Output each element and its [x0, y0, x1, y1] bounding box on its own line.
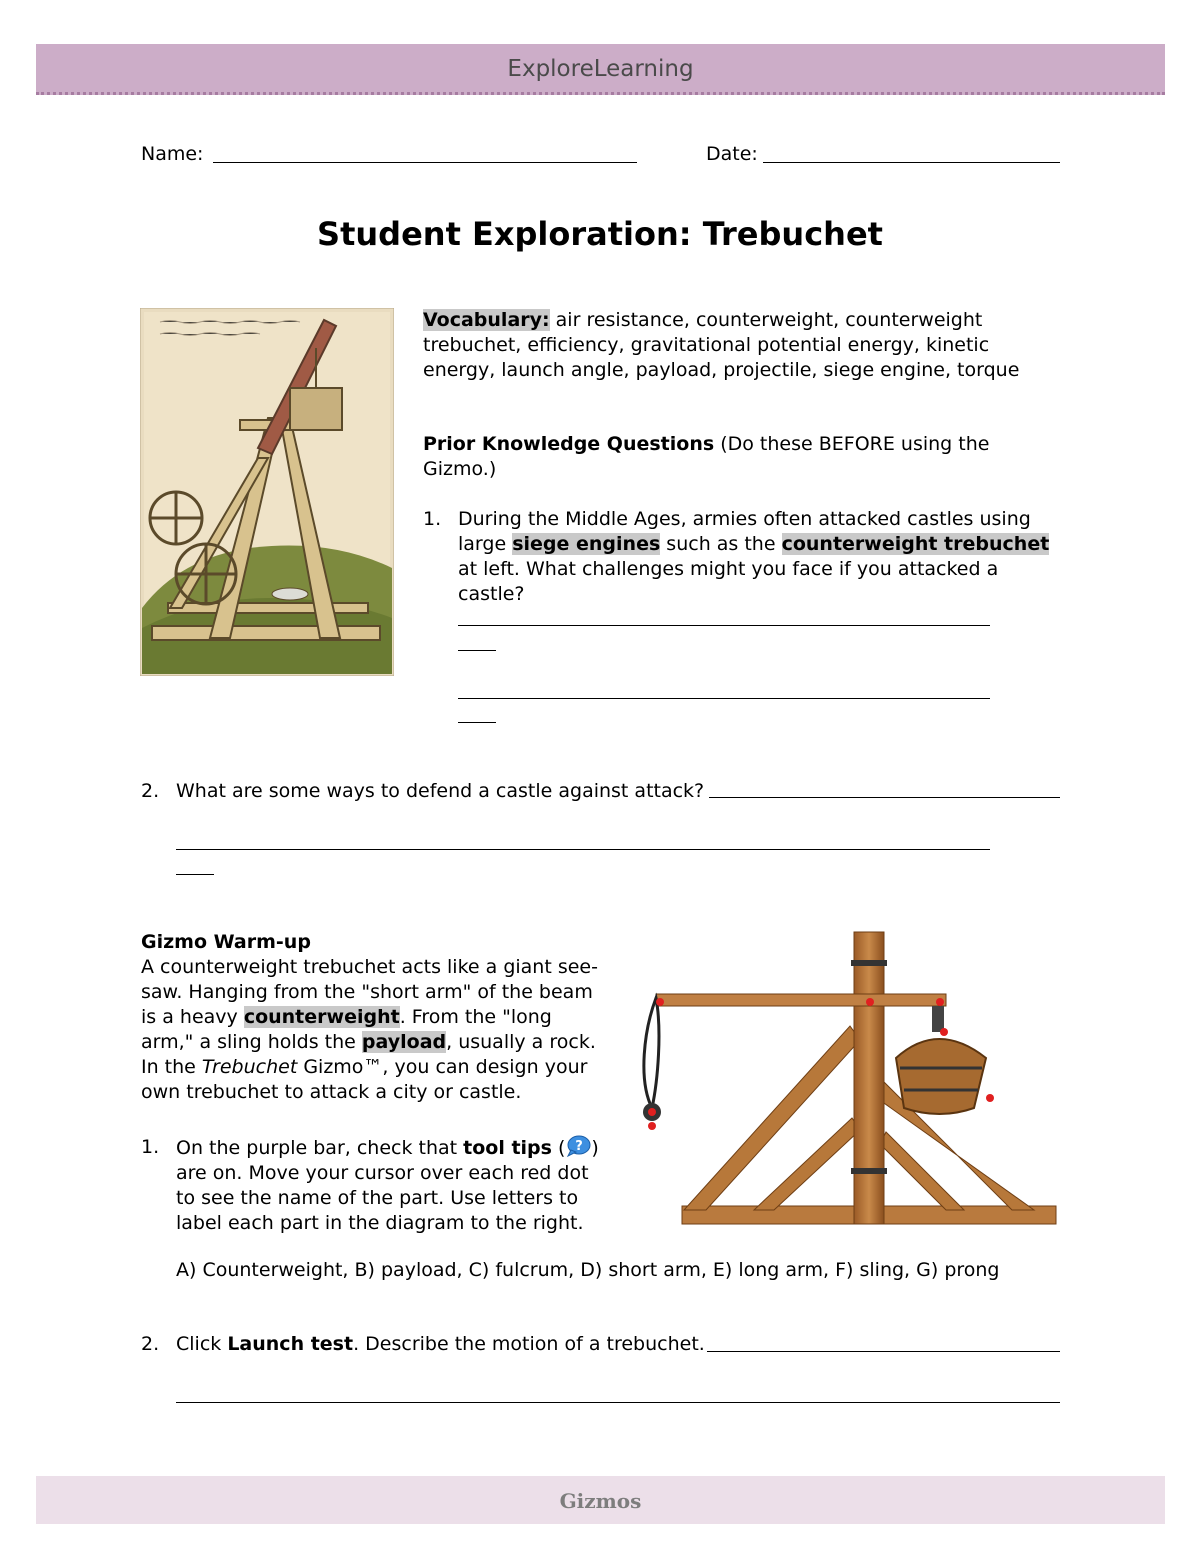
launch-test-label: Launch test [227, 1333, 354, 1355]
trebuchet-diagram [634, 930, 1058, 1226]
answer-line[interactable] [458, 625, 990, 626]
prior-knowledge-heading-block [423, 432, 1023, 482]
question-text: On the purple bar, check that [176, 1137, 464, 1159]
page-title: Student Exploration: Trebuchet [317, 215, 883, 253]
answer-line[interactable] [176, 1402, 1060, 1403]
svg-text:?: ? [575, 1139, 584, 1154]
header-bar [36, 44, 1165, 95]
footer-bar [36, 1476, 1165, 1524]
question-number: 1. [423, 508, 442, 530]
question-number: 2. [141, 780, 160, 802]
highlight-payload: payload [361, 1031, 447, 1053]
prior-knowledge-note: (Do these BEFORE using the Gizmo.) [423, 433, 990, 480]
vocabulary-block [423, 308, 1063, 383]
highlight-counterweight-trebuchet: counterweight trebuchet [781, 533, 1050, 555]
prior-knowledge-heading: Prior Knowledge Questions [423, 433, 715, 455]
answer-line[interactable] [176, 874, 214, 875]
question-text: ) are on. Move your cursor over each red dot to see the name of the part. Use letters to label each part in the diagram to the right. [176, 1137, 599, 1234]
paragraph-text: A counterweight trebuchet acts like a giant see-saw. Hanging from the "short arm" of the beam is a heavy [141, 956, 598, 1028]
warmup-question-1 [176, 1135, 606, 1236]
speech-bubble-icon [565, 1135, 591, 1157]
warmup-heading: Gizmo Warm-up [141, 931, 311, 953]
name-label: Name: [141, 143, 204, 165]
paragraph-text: Gizmo™, you can design your own trebuchet to attack a city or castle. [141, 1056, 588, 1103]
answer-line[interactable] [176, 849, 990, 850]
name-field[interactable] [213, 162, 637, 163]
vocabulary-label: Vocabulary: [423, 309, 550, 331]
date-label: Date: [706, 143, 758, 165]
question-text: . Describe the motion of a trebuchet. [353, 1333, 705, 1355]
answer-line[interactable] [458, 698, 990, 699]
explorelearning-logo: ExploreLearning [507, 56, 694, 82]
prior-question-1 [458, 507, 1063, 607]
answer-line[interactable] [707, 1351, 1060, 1352]
date-field[interactable] [763, 162, 1060, 163]
question-text: such as the [660, 533, 782, 555]
question-text: at left. What challenges might you face if you attacked a castle? [458, 558, 999, 605]
manuscript-trebuchet-illustration [140, 308, 394, 676]
answer-line[interactable] [458, 722, 496, 723]
question-text: ( [551, 1137, 566, 1159]
answer-line[interactable] [458, 650, 496, 651]
question-text: During the Middle Ages, armies often attacked castles using large [458, 508, 1031, 555]
gizmos-logo: Gizmos [559, 1489, 642, 1513]
paragraph-text: , usually a rock. In the [141, 1031, 596, 1078]
tool-tips-label: tool tips [463, 1137, 552, 1159]
vocabulary-text: air resistance, counterweight, counterweight trebuchet, efficiency, gravitational potential energy, kinetic energy, launch angle, payload, projectile, siege engine, torque [423, 309, 1020, 381]
gizmo-name: Trebuchet [201, 1056, 298, 1078]
question-number: 2. [141, 1333, 160, 1355]
highlight-counterweight: counterweight [243, 1006, 400, 1028]
highlight-siege-engines: siege engines [512, 533, 661, 555]
warmup-paragraph [141, 955, 601, 1105]
prior-question-2: What are some ways to defend a castle against attack? [176, 780, 705, 802]
warmup-answer: A) Counterweight, B) payload, C) fulcrum, D) short arm, E) long arm, F) sling, G) prong [176, 1259, 1000, 1281]
answer-line[interactable] [709, 797, 1060, 798]
question-text: Click [176, 1333, 228, 1355]
question-number: 1. [141, 1136, 160, 1158]
paragraph-text: . From the "long arm," a sling holds the [141, 1006, 552, 1053]
warmup-question-2 [176, 1332, 705, 1357]
